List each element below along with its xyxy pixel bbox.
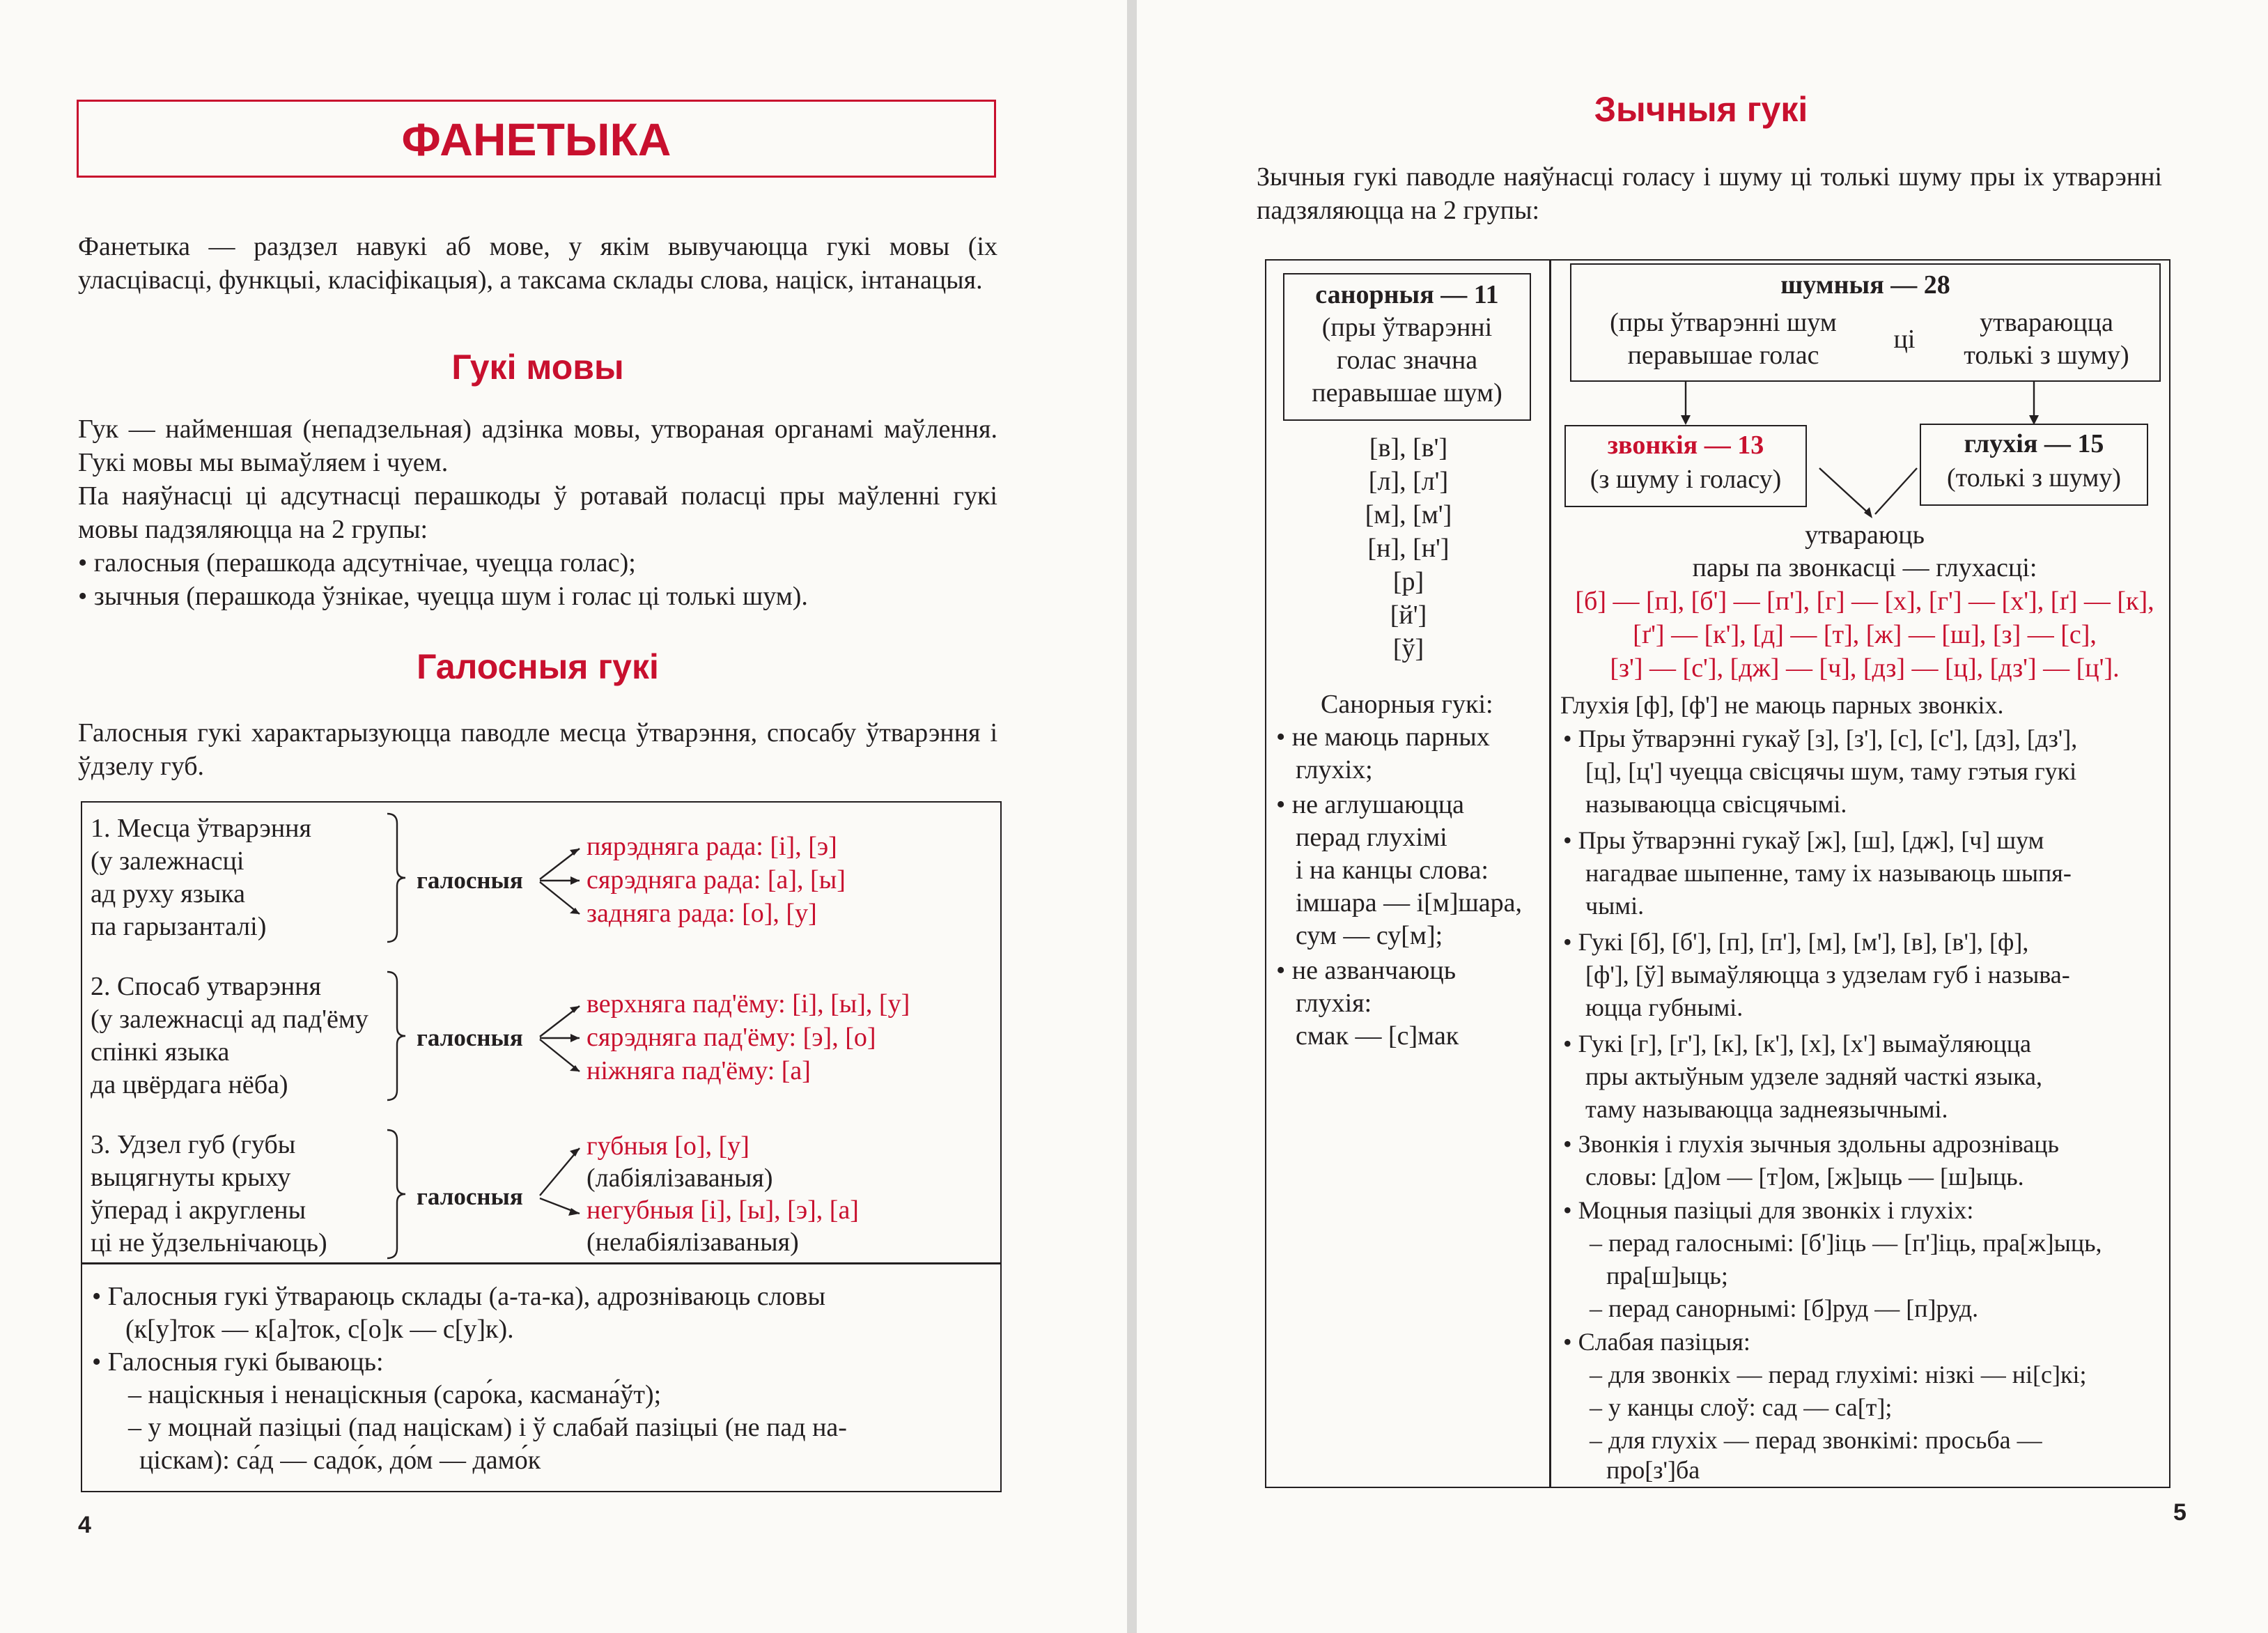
row1-item-3: задняга рада: [о], [у] bbox=[587, 899, 817, 928]
sonorant-notes-head: Санорныя гукі: bbox=[1321, 690, 1493, 719]
consonant-note-line: [ц], [ц'] чуецца свісцячы шум, таму гэтыя гукі bbox=[1585, 757, 2077, 785]
intro-paragraph: Фанетыка — раздзел навукі аб мове, у якім вывучаюцца гукі мовы (іх уласцівасці, функцыі, класіфікацыя), а таксама склады слова, націск, інтанацыя. bbox=[78, 232, 997, 295]
sonorant-note-line: глухіх; bbox=[1296, 755, 1373, 784]
row3-item-3: негубныя [і], [ы], [э], [а] bbox=[587, 1195, 859, 1225]
consonant-note-line: таму называюцца заднеязычнымі. bbox=[1585, 1095, 1948, 1123]
sound-definition: Гук — найменшая (непадзельная) адзінка мовы, утвораная органамі маўлення. Гукі мовы мы вымаўляем і чуем. bbox=[78, 415, 997, 477]
row3-criterion-3: ўперад і акруглены bbox=[91, 1195, 306, 1225]
sonorant-list-item: [й'] bbox=[1390, 601, 1427, 630]
consonant-note-line: – для глухіх — перад звонкімі: просьба — bbox=[1590, 1426, 2042, 1454]
sonorant-list-item: [р] bbox=[1392, 567, 1424, 596]
brace-3 bbox=[387, 1130, 405, 1258]
consonant-note-line: – перад санорнымі: [б]руд — [п]руд. bbox=[1590, 1294, 1979, 1322]
noisy-right-2: толькі з шуму) bbox=[1964, 341, 2129, 370]
group-vowels-item: • галосныя (перашкода адсутнічае, чуецца голас); bbox=[78, 548, 636, 578]
row2-criterion-4: да цвёрдага нёба) bbox=[91, 1070, 288, 1099]
consonant-note-line: • Гукі [б], [б'], [п], [п'], [м], [м'], [в], [в'], [ф], bbox=[1563, 928, 2029, 956]
row1-criterion-1: 1. Месца ўтварэння bbox=[91, 814, 311, 843]
brace-1 bbox=[387, 814, 405, 942]
group-consonants-item: • зычныя (перашкода ўзнікае, чуецца шум і голас ці толькі шум). bbox=[78, 582, 808, 611]
consonant-note-line: – перад галоснымі: [б']іць — [п']іць, пра[ж]ыць, bbox=[1590, 1229, 2102, 1257]
consonant-note-line: пра[ш]ыць; bbox=[1606, 1262, 1728, 1290]
row3-center: галосныя bbox=[417, 1183, 523, 1210]
consonant-note-line: нагадвае шыпенне, таму іх называюць шыпя- bbox=[1585, 859, 2072, 887]
row2-item-3: ніжняга пад'ёму: [а] bbox=[587, 1056, 811, 1085]
row1-item-1: пярэдняга рада: [і], [э] bbox=[587, 832, 837, 861]
page-number-right: 5 bbox=[2173, 1499, 2187, 1526]
row1-criterion-3: ад руху языка bbox=[91, 879, 246, 908]
pairs-head-2: пары па звонкасці — глухасці: bbox=[1692, 553, 2037, 582]
row3-criterion-4: ці не ўдзельнічаюць) bbox=[91, 1228, 327, 1257]
consonant-note-line: • Пры ўтварэнні гукаў [з], [з'], [с], [с'], [дз], [дз'], bbox=[1563, 725, 2078, 752]
vowel-note-1: • Галосныя гукі ўтвараюць склады (а-та-ка), адрозніваюць словы bbox=[92, 1282, 826, 1311]
vowel-note-2: (к[у]ток — к[а]ток, с[о]к — с[у]к). bbox=[125, 1315, 514, 1344]
consonants-title: Зычныя гукі bbox=[1594, 90, 1808, 129]
row3-item-1: губныя [о], [у] bbox=[587, 1131, 749, 1161]
sonorant-note-line: перад глухімі bbox=[1296, 823, 1447, 852]
consonant-note-line: • Слабая пазіцыя: bbox=[1563, 1328, 1750, 1356]
row2-criterion-1: 2. Спосаб утварэння bbox=[91, 972, 321, 1001]
pairs-line: [ґ'] — [к'], [д] — [т], [ж] — [ш], [з] — [с], bbox=[1633, 620, 2097, 649]
consonant-note-line: словы: [д]ом — [т]ом, [ж]ыць — [ш]ыць. bbox=[1585, 1163, 2024, 1191]
section-title-vowels: Галосныя гукі bbox=[417, 647, 659, 686]
voiceless-desc: (толькі з шуму) bbox=[1946, 463, 2122, 493]
arrow-1c bbox=[540, 882, 580, 914]
sonorant-list-item: [ў] bbox=[1392, 634, 1424, 663]
consonant-note-line: про[з']ба bbox=[1606, 1456, 1700, 1484]
row3-item-2: (лабіялізаваныя) bbox=[587, 1163, 773, 1193]
right-page bbox=[1137, 0, 2268, 1633]
sound-groups-intro: Па наяўнасці ці адсутнасці перашкоды ў ротавай поласці пры маўленні гукі мовы падзяляюцца на 2 групы: bbox=[78, 481, 997, 544]
consonant-note-line: называюцца свісцячымі. bbox=[1585, 790, 1847, 818]
noisy-right-1: утвараюцца bbox=[1980, 308, 2113, 337]
consonant-note-line: • Пры ўтварэнні гукаў [ж], [ш], [дж], [ч] шум bbox=[1563, 826, 2044, 854]
sonorant-list-item: [н], [н'] bbox=[1367, 534, 1450, 563]
sonorant-desc-1: (пры ўтварэнні bbox=[1321, 313, 1493, 342]
sonorant-note-line: • не маюць парных bbox=[1276, 722, 1490, 752]
voiced-title: звонкія — 13 bbox=[1607, 431, 1764, 460]
sonorant-note-line: смак — [с]мак bbox=[1296, 1021, 1459, 1051]
consonant-note-line: [ф'], [ў] вымаўляюцца з удзелам губ і называ- bbox=[1585, 961, 2070, 989]
voiced-desc: (з шуму і голасу) bbox=[1590, 465, 1782, 494]
brace-2 bbox=[387, 972, 405, 1100]
sonorant-title: санорныя — 11 bbox=[1315, 280, 1499, 309]
row2-item-2: сярэдняга пад'ёму: [э], [о] bbox=[587, 1023, 876, 1052]
consonant-note-line: – для звонкіх — перад глухімі: нізкі — ні[с]кі; bbox=[1590, 1361, 2087, 1388]
vowel-note-4: – націскныя і ненаціскныя (саро́ка, касмана́ўт); bbox=[128, 1380, 662, 1409]
consonant-note-line: пры актыўным удзеле задняй часткі языка, bbox=[1585, 1062, 2043, 1090]
sonorant-note-line: • не аглушаюцца bbox=[1276, 790, 1465, 819]
consonant-note-line: • Моцныя пазіцыі для звонкіх і глухіх: bbox=[1563, 1196, 1974, 1224]
page-title: ФАНЕТЫКА bbox=[401, 114, 671, 165]
consonant-note-line: • Звонкія і глухія зычныя здольны адрозніваць bbox=[1563, 1130, 2059, 1158]
consonant-note-line: – у канцы слоў: сад — са[т]; bbox=[1590, 1393, 1893, 1421]
row3-criterion-1: 3. Удзел губ (губы bbox=[91, 1130, 296, 1159]
vowel-note-6: ціскам): са́д — садо́к, до́м — дамо́к bbox=[139, 1446, 541, 1475]
vowel-note-3: • Галосныя гукі бываюць: bbox=[92, 1347, 384, 1377]
row3-item-4: (нелабіялізаваныя) bbox=[587, 1228, 799, 1257]
row1-center: галосныя bbox=[417, 867, 523, 894]
sonorant-list-item: [в], [в'] bbox=[1369, 433, 1448, 463]
row1-criterion-2: (у залежнасці bbox=[91, 846, 244, 876]
sonorant-note-line: імшара — і[м]шара, bbox=[1296, 888, 1523, 918]
arrow-3a bbox=[540, 1148, 580, 1195]
sonorant-note-line: сум — су[м]; bbox=[1296, 921, 1443, 950]
row3-criterion-2: выцягнуты крыху bbox=[91, 1163, 291, 1192]
sonorant-desc-3: перавышае шум) bbox=[1312, 378, 1502, 408]
pairs-head-1: утвараюць bbox=[1805, 520, 1925, 550]
row1-item-2: сярэдняга рада: [а], [ы] bbox=[587, 865, 846, 895]
noisy-left-2: перавышае голас bbox=[1627, 341, 1819, 370]
sonorant-note-line: і на канцы слова: bbox=[1296, 856, 1489, 885]
sonorant-note-line: глухія: bbox=[1296, 989, 1372, 1018]
row2-criterion-3: спінкі языка bbox=[91, 1037, 230, 1067]
consonant-note-line: Глухія [ф], [ф'] не маюць парных звонкіх. bbox=[1560, 691, 2004, 719]
row2-item-1: верхняга пад'ёму: [і], [ы], [у] bbox=[587, 989, 910, 1019]
consonant-note-line: юцца губнымі. bbox=[1585, 993, 1743, 1021]
sonorant-desc-2: голас значна bbox=[1336, 346, 1478, 375]
row2-center: галосныя bbox=[417, 1024, 523, 1051]
voiceless-title: глухія — 15 bbox=[1964, 429, 2104, 458]
pairs-line: [б] — [п], [б'] — [п'], [г] — [х], [г'] — [х'], [ґ] — [к], bbox=[1575, 587, 2154, 616]
row1-criterion-4: па гарызанталі) bbox=[91, 912, 267, 941]
vowel-note-5: – у моцнай пазіцыі (пад націскам) і ў слабай пазіцыі (не пад на- bbox=[128, 1413, 847, 1442]
vowels-intro: Галосныя гукі характарызуюцца паводле месца ўтварэння, спосабу ўтварэння і ўдзелу губ. bbox=[78, 718, 997, 781]
sonorant-list-item: [л], [л'] bbox=[1368, 467, 1449, 496]
section-title-sounds: Гукі мовы bbox=[451, 348, 624, 387]
consonant-note-line: • Гукі [г], [г'], [к], [к'], [х], [х'] вымаўляюцца bbox=[1563, 1030, 2031, 1058]
sonorant-note-line: • не азванчаюць bbox=[1276, 956, 1457, 985]
noisy-or: ці bbox=[1893, 325, 1916, 354]
consonants-intro: Зычныя гукі паводле наяўнасці голасу і шуму ці толькі шуму пры іх утварэнні падзяляюцца на 2 групы: bbox=[1257, 162, 2162, 225]
left-page bbox=[0, 0, 1127, 1633]
sonorant-list-item: [м], [м'] bbox=[1365, 500, 1452, 529]
pairs-line: [з'] — [с'], [дж] — [ч], [дз] — [ц], [дз'] — [ц']. bbox=[1610, 653, 2120, 683]
consonant-note-line: чымі. bbox=[1585, 892, 1645, 920]
row2-criterion-2: (у залежнасці ад пад'ёму bbox=[91, 1005, 368, 1034]
noisy-title: шумныя — 28 bbox=[1780, 270, 1950, 300]
page-number-left: 4 bbox=[78, 1512, 91, 1538]
noisy-left-1: (пры ўтварэнні шум bbox=[1610, 308, 1837, 337]
arrow-2c bbox=[540, 1039, 580, 1071]
